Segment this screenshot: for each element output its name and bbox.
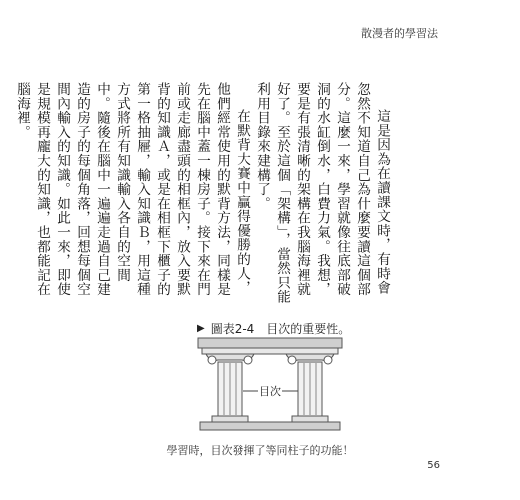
triangle-marker-icon: ▶	[197, 323, 205, 334]
vertical-body-text	[14, 82, 392, 307]
figure-title	[197, 320, 350, 337]
right-pillar	[286, 354, 334, 422]
pillar-illustration	[196, 336, 344, 438]
running-header: 散漫者的學習法	[361, 27, 438, 40]
page-number: 56	[427, 460, 440, 471]
pillar-label: 目次	[259, 385, 281, 398]
figure-caption: 學習時，目次發揮了等同柱子的功能！	[166, 444, 354, 457]
paragraph-1: 這是因為在讀課文時，有時會忽然不知道自己為什麼要讀這個部分。這麼一來，學習就像往底部破洞的水缸倒水，白費力氣。我想，要是有張清晰的架構在我腦海裡就好了。至於這個「架構」，當然只能利用目錄來建構了。	[254, 82, 390, 304]
figure-title-text: 圖表2-4 目次的重要性。	[210, 322, 351, 336]
paragraph-2: 在默背大賽中贏得優勝的人，他們經常使用的默背方法，同樣是先在腦中蓋一棟房子。接下來在門前或走廊盡頭的相框內，放入要默背的知識Ａ，或是在相框下櫃子的第一格抽屜，輸入知識Ｂ，用這種方式將所有知識輸入各自的空間中。隨後在腦中一遍遍走過自己建造的房子的每個角落，回想每個空間內輸入的知識。如此一來，即使是規模再龐大的知識，也都能記在腦海裡。	[14, 82, 250, 297]
left-pillar	[206, 354, 254, 422]
